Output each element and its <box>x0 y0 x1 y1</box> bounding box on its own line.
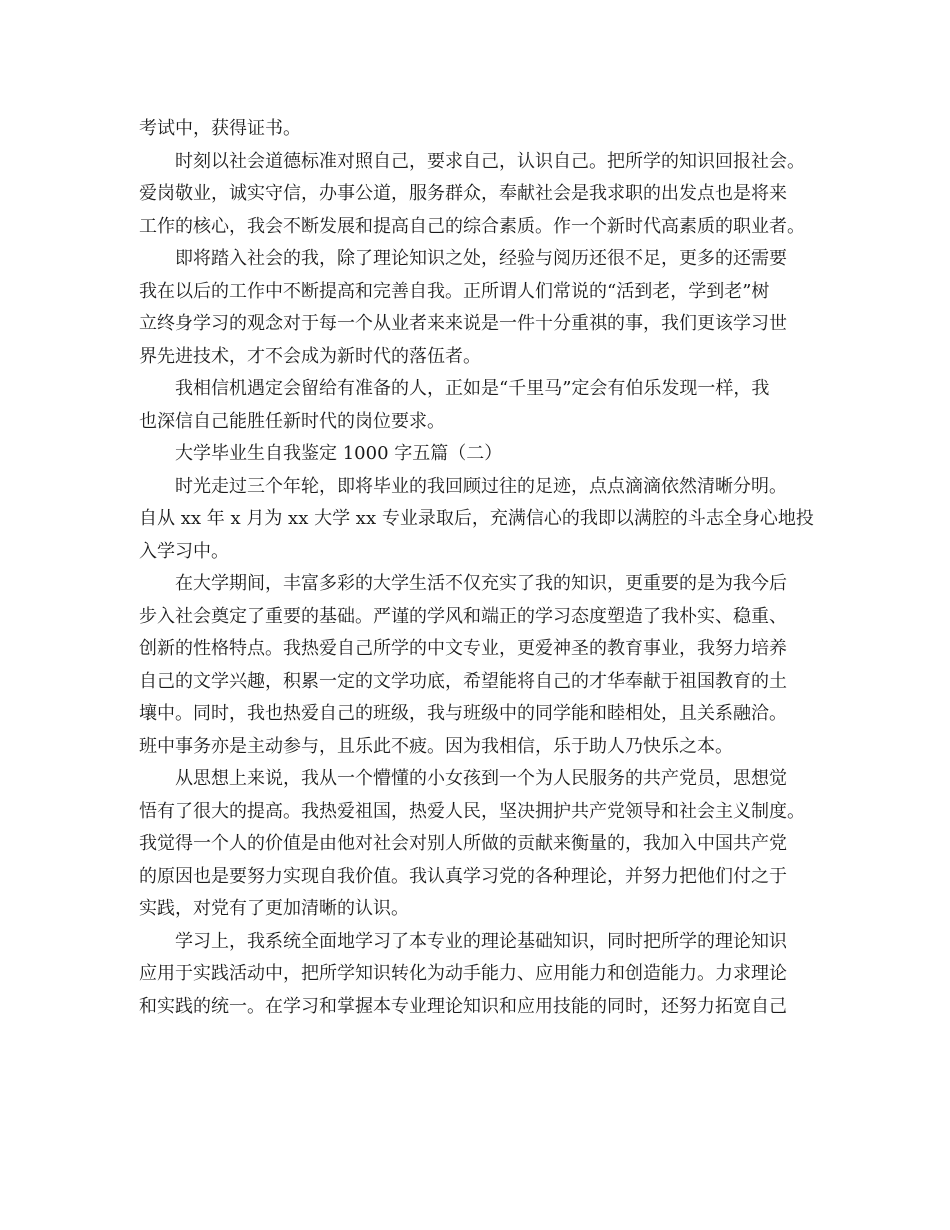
text-line: 入学习中。 <box>139 540 229 562</box>
text-line: 应用于实践活动中，把所学知识转化为动手能力、应用能力和创造能力。力求理论 <box>139 963 787 984</box>
text-line: 我在以后的工作中不断提高和完善自我。正所谓人们常说的“活到老，学到老”树 <box>139 280 770 302</box>
text-line: 在大学期间，丰富多彩的大学生活不仅充实了我的知识，更重要的是为我今后 <box>175 573 787 594</box>
text-line: 也深信自己能胜任新时代的岗位要求。 <box>139 410 445 432</box>
text-line: 和实践的统一。在学习和掌握本专业理论知识和应用技能的同时，还努力拓宽自己 <box>139 995 787 1017</box>
document-body <box>139 113 829 1023</box>
text-line: 大学毕业生自我鉴定 1000 字五篇（二） <box>175 443 503 464</box>
text-line: 创新的性格特点。我热爱自己所学的中文专业，更爱神圣的教育事业，我努力培养 <box>139 638 787 659</box>
text-line: 步入社会奠定了重要的基础。严谨的学风和端正的学习态度塑造了我朴实、稳重、 <box>139 605 787 627</box>
text-line: 自己的文学兴趣，积累一定的文学功底，希望能将自己的才华奉献于祖国教育的土 <box>139 670 787 692</box>
text-line: 的原因也是要努力实现自我价值。我认真学习党的各种理论，并努力把他们付之于 <box>139 865 787 887</box>
text-line: 壤中。同时，我也热爱自己的班级，我与班级中的同学能和睦相处，且关系融洽。 <box>139 703 787 724</box>
text-line: 工作的核心，我会不断发展和提高自己的综合素质。作一个新时代高素质的职业者。 <box>139 215 805 237</box>
text-line: 考试中，获得证书。 <box>139 118 301 139</box>
text-line: 实践，对党有了更加清晰的认识。 <box>139 898 409 919</box>
text-line: 悟有了很大的提高。我热爱祖国，热爱人民，坚决拥护共产党领导和社会主义制度。 <box>139 800 805 822</box>
text-line: 学习上，我系统全面地学习了本专业的理论基础知识，同时把所学的理论知识 <box>175 930 787 952</box>
text-line: 即将踏入社会的我，除了理论知识之处，经验与阅历还很不足，更多的还需要 <box>175 248 787 269</box>
text-line: 我觉得一个人的价值是由他对社会对别人所做的贡献来衡量的，我加入中国共产党 <box>139 833 787 854</box>
text-line: 从思想上来说，我从一个懵懂的小女孩到一个为人民服务的共产党员，思想觉 <box>175 768 787 789</box>
text-line: 时刻以社会道德标准对照自己，要求自己，认识自己。把所学的知识回报社会。 <box>175 150 805 172</box>
text-line: 立终身学习的观念对于每一个从业者来来说是一件十分重祺的事，我们更该学习世 <box>139 313 787 334</box>
text-line: 界先进技术，才不会成为新时代的落伍者。 <box>139 345 481 367</box>
text-line: 自从 xx 年 x 月为 xx 大学 xx 专业录取后，充满信心的我即以满腔的斗志全身心地投 <box>139 508 814 529</box>
text-line: 班中事务亦是主动参与，且乐此不疲。因为我相信，乐于助人乃快乐之本。 <box>139 735 733 757</box>
text-line: 爱岗敬业，诚实守信，办事公道，服务群众，奉献社会是我求职的出发点也是将来 <box>139 183 787 204</box>
text-line: 我相信机遇定会留给有准备的人，正如是“千里马”定会有伯乐发现一样，我 <box>175 378 770 399</box>
text-line: 时光走过三个年轮，即将毕业的我回顾过往的足迹，点点滴滴依然清晰分明。 <box>175 475 787 497</box>
